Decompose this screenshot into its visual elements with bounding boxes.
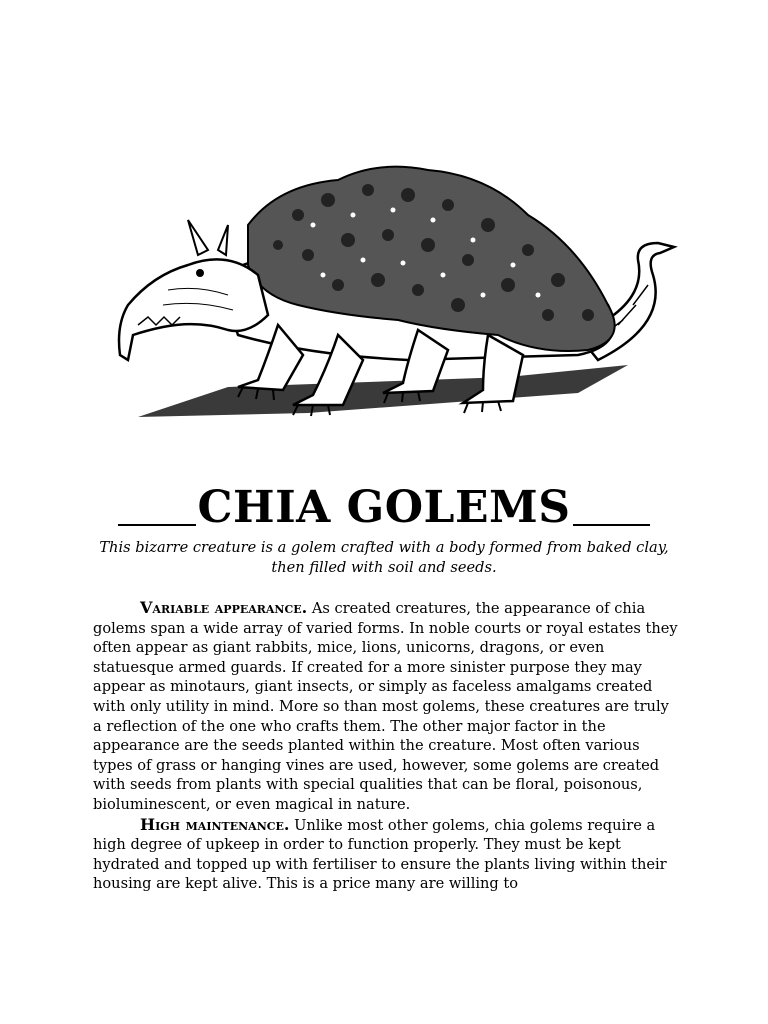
ground-shadow <box>138 365 628 417</box>
title-block <box>118 478 650 534</box>
section-high-maintenance <box>93 815 678 894</box>
section-text: As created creatures, the appearance of chia golems span a wide array of varied forms. In noble courts or royal estates they often appear as giant rabbits, mice, lions, unicorns, dragons, or even statuesque armed guards. If created for a more sinister purpose they may appear as minotaurs, giant insects, or simply as faceless amalgams created with only utility in mind. More so than most golems, these creatures are truly a reflection of the one who crafts them. The other major factor in the appearance are the seeds planted within the creature. Most often various types of grass or hanging vines are used, however, some golems are created with seeds from plants with special qualities that can be floral, poisonous, bioluminescent, or even magical in nature. <box>93 600 678 813</box>
horns <box>188 220 228 255</box>
chia-golem-drawing <box>108 155 678 425</box>
section-heading: High maintenance. <box>140 814 290 834</box>
title-rule-left <box>118 524 196 526</box>
head <box>119 259 268 360</box>
page-title: CHIA GOLEMS <box>197 482 571 533</box>
eye <box>196 269 204 277</box>
flavor-text: This bizarre creature is a golem crafted with a body formed from baked clay, then filled with soil and seeds. <box>99 539 669 576</box>
body-text <box>93 598 678 894</box>
section-variable-appearance <box>93 598 678 815</box>
title-rule-right <box>573 524 651 526</box>
section-text: Unlike most other golems, chia golems require a high degree of upkeep in order to function properly. They must be kept hydrated and topped up with fertiliser to ensure the plants living within their housing are kept alive. This is a price many are willing to <box>93 816 667 893</box>
chia-golem-illustration <box>108 155 678 425</box>
section-heading: Variable appearance. <box>140 598 308 617</box>
